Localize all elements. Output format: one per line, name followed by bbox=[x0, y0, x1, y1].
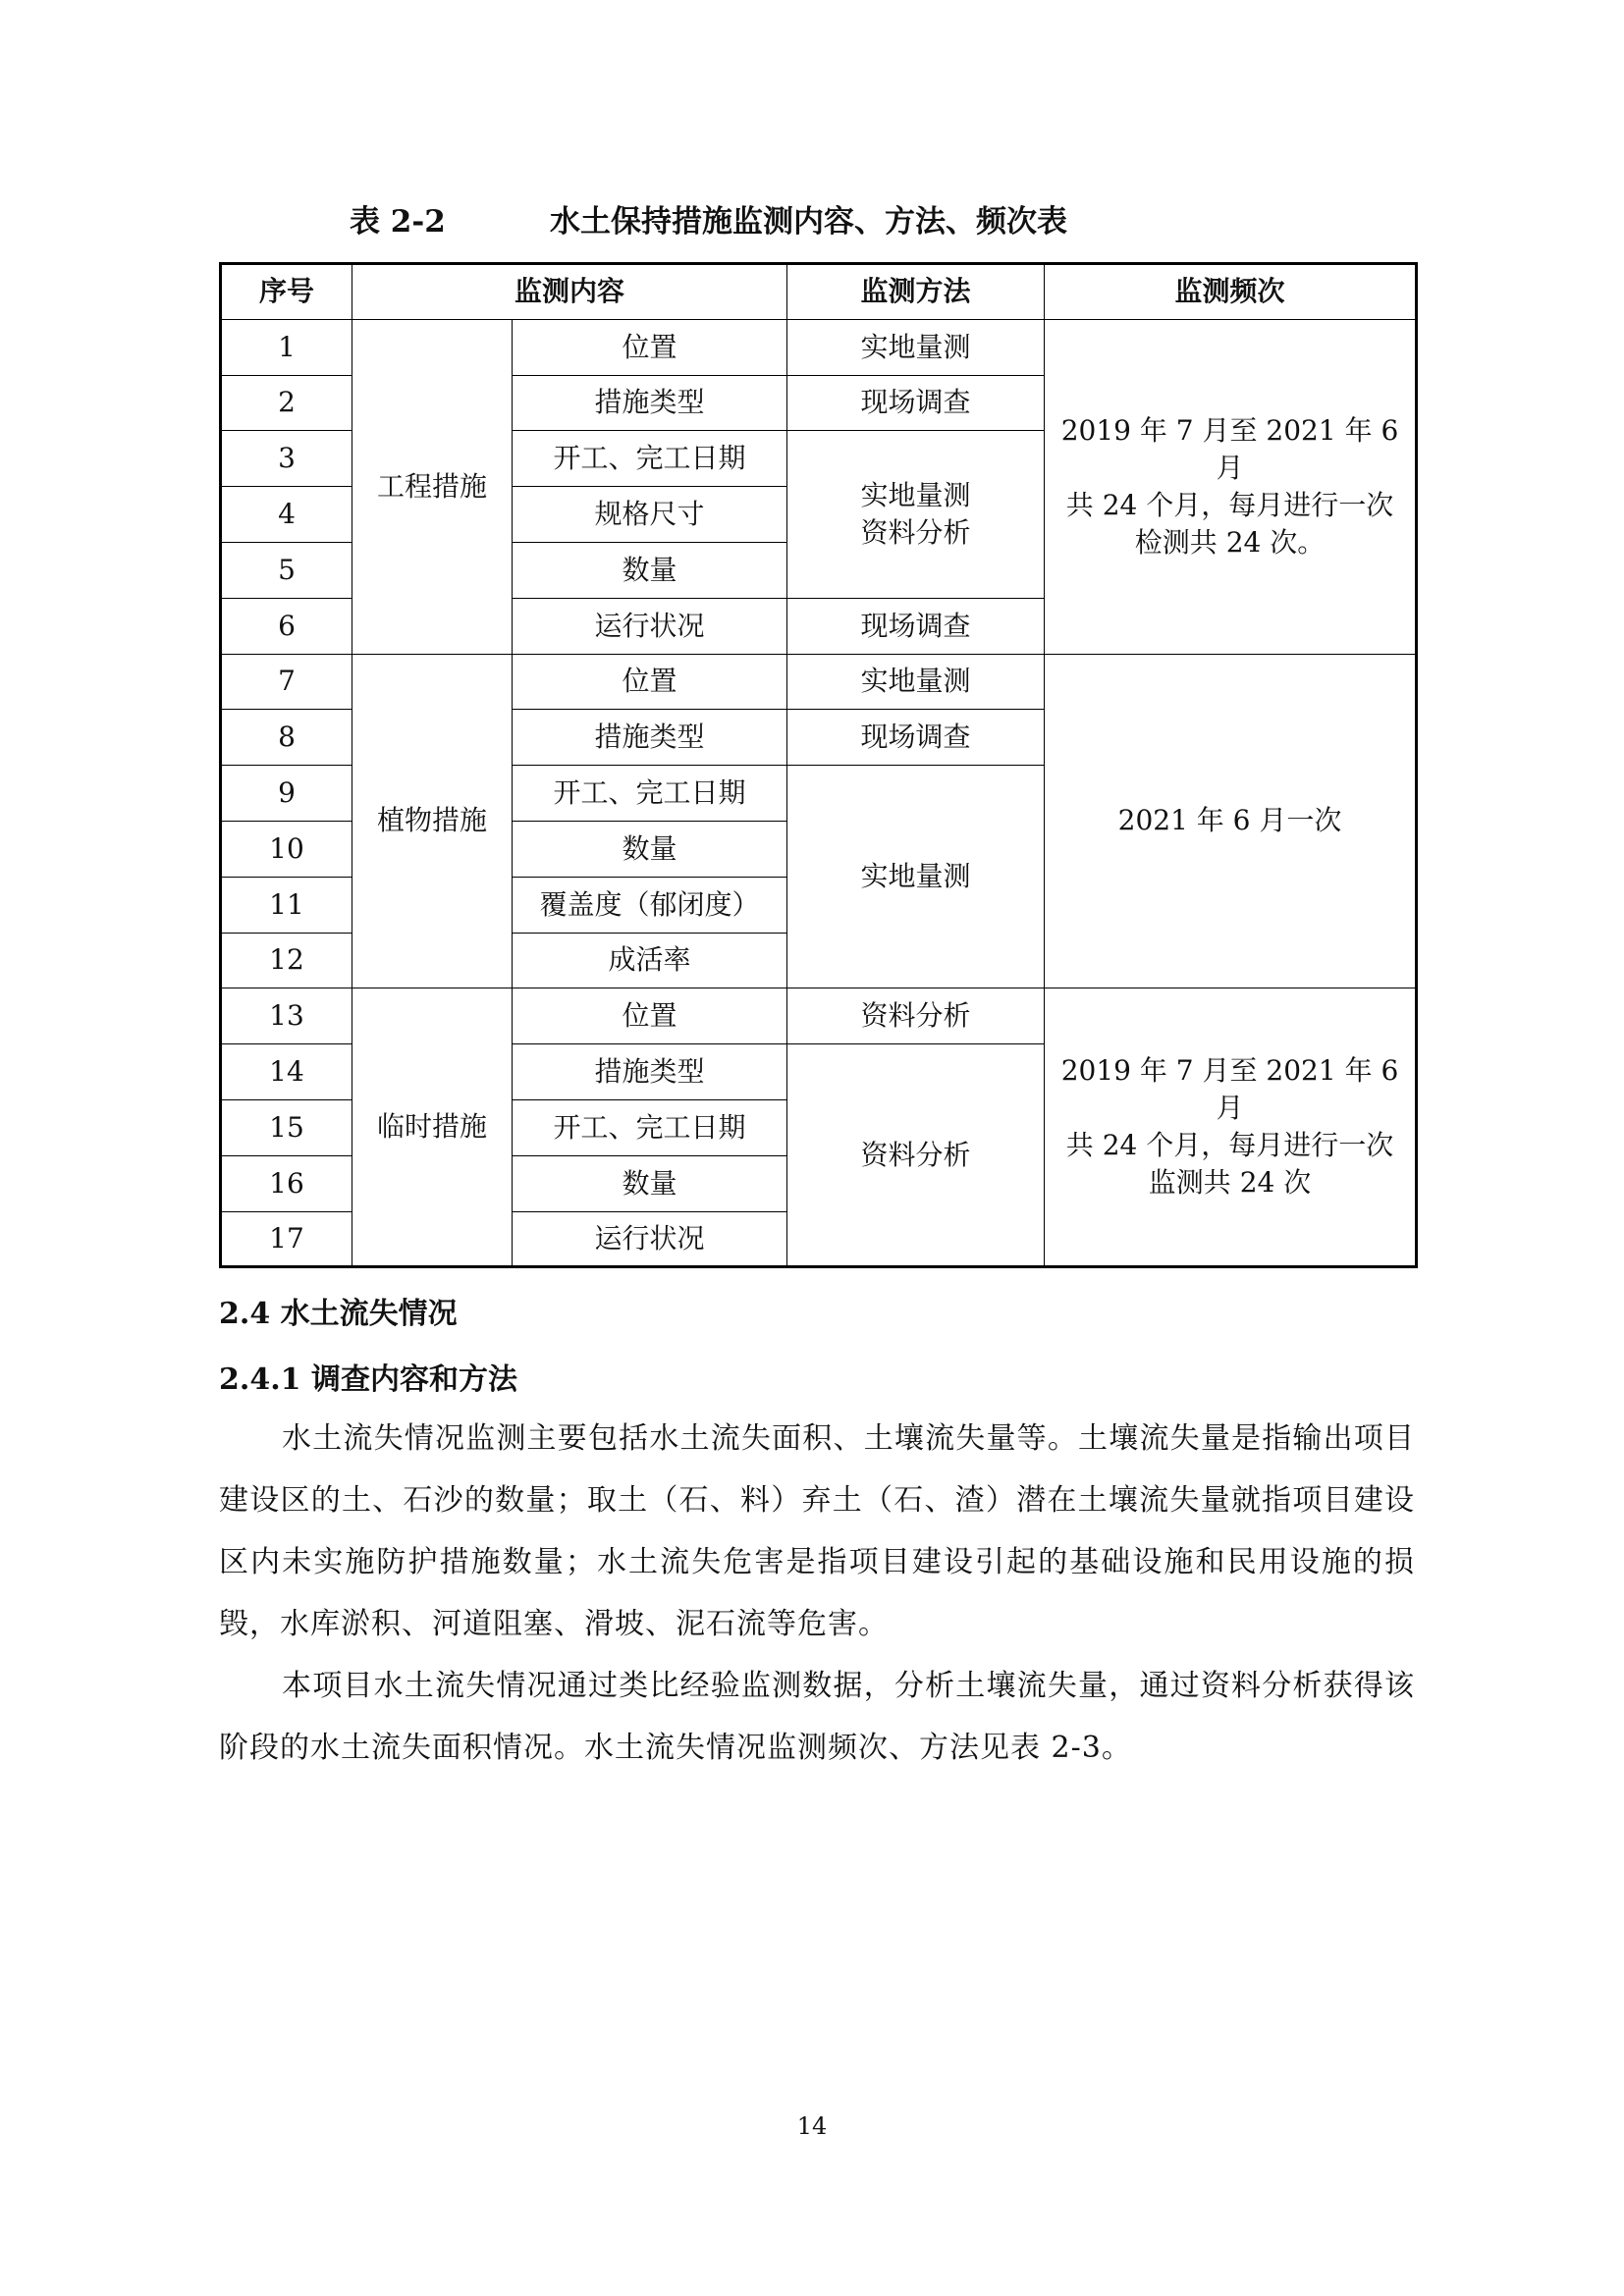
monitoring-method: 现场调查 bbox=[787, 375, 1045, 431]
monitoring-item: 运行状况 bbox=[513, 598, 787, 654]
monitoring-method: 实地量测 资料分析 bbox=[787, 431, 1045, 598]
monitoring-frequency: 2019 年 7 月至 2021 年 6 月 共 24 个月，每月进行一次 检测共 24 次。 bbox=[1045, 319, 1417, 654]
row-serial: 8 bbox=[221, 710, 352, 766]
header-method: 监测方法 bbox=[787, 264, 1045, 320]
monitoring-item: 措施类型 bbox=[513, 1044, 787, 1100]
monitoring-item: 位置 bbox=[513, 988, 787, 1044]
row-serial: 11 bbox=[221, 877, 352, 933]
table-row bbox=[221, 319, 1417, 375]
monitoring-item: 措施类型 bbox=[513, 375, 787, 431]
monitoring-method: 现场调查 bbox=[787, 710, 1045, 766]
row-serial: 13 bbox=[221, 988, 352, 1044]
monitoring-method: 实地量测 bbox=[787, 319, 1045, 375]
monitoring-method: 现场调查 bbox=[787, 598, 1045, 654]
monitoring-item: 规格尺寸 bbox=[513, 487, 787, 543]
monitoring-item: 开工、完工日期 bbox=[513, 1099, 787, 1155]
table-header-row bbox=[221, 264, 1417, 320]
monitoring-method: 实地量测 bbox=[787, 766, 1045, 988]
monitoring-item: 成活率 bbox=[513, 933, 787, 988]
row-serial: 6 bbox=[221, 598, 352, 654]
monitoring-method: 实地量测 bbox=[787, 654, 1045, 710]
row-serial: 14 bbox=[221, 1044, 352, 1100]
row-serial: 4 bbox=[221, 487, 352, 543]
header-serial: 序号 bbox=[221, 264, 352, 320]
row-serial: 16 bbox=[221, 1155, 352, 1211]
row-serial: 7 bbox=[221, 654, 352, 710]
monitoring-frequency: 2019 年 7 月至 2021 年 6 月 共 24 个月，每月进行一次 监测共 24 次 bbox=[1045, 988, 1417, 1267]
measure-category: 植物措施 bbox=[352, 654, 513, 988]
paragraph-2: 本项目水土流失情况通过类比经验监测数据，分析土壤流失量，通过资料分析获得该阶段的水土流失面积情况。水土流失情况监测频次、方法见表 2-3。 bbox=[219, 1669, 1415, 1765]
monitoring-frequency: 2021 年 6 月一次 bbox=[1045, 654, 1417, 988]
row-serial: 3 bbox=[221, 431, 352, 487]
monitoring-item: 措施类型 bbox=[513, 710, 787, 766]
table-number: 表 2-2 bbox=[350, 204, 446, 240]
row-serial: 12 bbox=[221, 933, 352, 988]
row-serial: 5 bbox=[221, 542, 352, 598]
table-title: 水土保持措施监测内容、方法、频次表 bbox=[550, 204, 1067, 240]
monitoring-item: 位置 bbox=[513, 319, 787, 375]
row-serial: 15 bbox=[221, 1099, 352, 1155]
table-row bbox=[221, 654, 1417, 710]
monitoring-item: 开工、完工日期 bbox=[513, 766, 787, 822]
monitoring-item: 数量 bbox=[513, 542, 787, 598]
measure-category: 临时措施 bbox=[352, 988, 513, 1267]
section-heading: 2.4 水土流失情况 bbox=[219, 1297, 458, 1331]
monitoring-table bbox=[219, 262, 1418, 1268]
monitoring-item: 数量 bbox=[513, 821, 787, 877]
monitoring-method: 资料分析 bbox=[787, 1044, 1045, 1267]
monitoring-item: 开工、完工日期 bbox=[513, 431, 787, 487]
subsection-heading: 2.4.1 调查内容和方法 bbox=[219, 1362, 517, 1397]
header-frequency: 监测频次 bbox=[1045, 264, 1417, 320]
body-text bbox=[219, 1408, 1415, 1779]
row-serial: 2 bbox=[221, 375, 352, 431]
paragraph-1: 水土流失情况监测主要包括水土流失面积、土壤流失量等。土壤流失量是指输出项目建设区的土、石沙的数量；取土（石、料）弃土（石、渣）潜在土壤流失量就指项目建设区内未实施防护措施数量；水土流失危害是指项目建设引起的基础设施和民用设施的损毁，水库淤积、河道阻塞、滑坡、泥石流等危害。 bbox=[219, 1421, 1415, 1641]
header-content: 监测内容 bbox=[352, 264, 787, 320]
monitoring-method: 资料分析 bbox=[787, 988, 1045, 1044]
table-caption bbox=[0, 196, 1624, 247]
monitoring-item: 覆盖度（郁闭度） bbox=[513, 877, 787, 933]
monitoring-item: 运行状况 bbox=[513, 1211, 787, 1267]
monitoring-item: 数量 bbox=[513, 1155, 787, 1211]
table-body bbox=[221, 319, 1417, 1267]
table-row bbox=[221, 988, 1417, 1044]
monitoring-item: 位置 bbox=[513, 654, 787, 710]
page-number: 14 bbox=[796, 2112, 828, 2140]
measure-category: 工程措施 bbox=[352, 319, 513, 654]
row-serial: 17 bbox=[221, 1211, 352, 1267]
row-serial: 1 bbox=[221, 319, 352, 375]
row-serial: 10 bbox=[221, 821, 352, 877]
row-serial: 9 bbox=[221, 766, 352, 822]
